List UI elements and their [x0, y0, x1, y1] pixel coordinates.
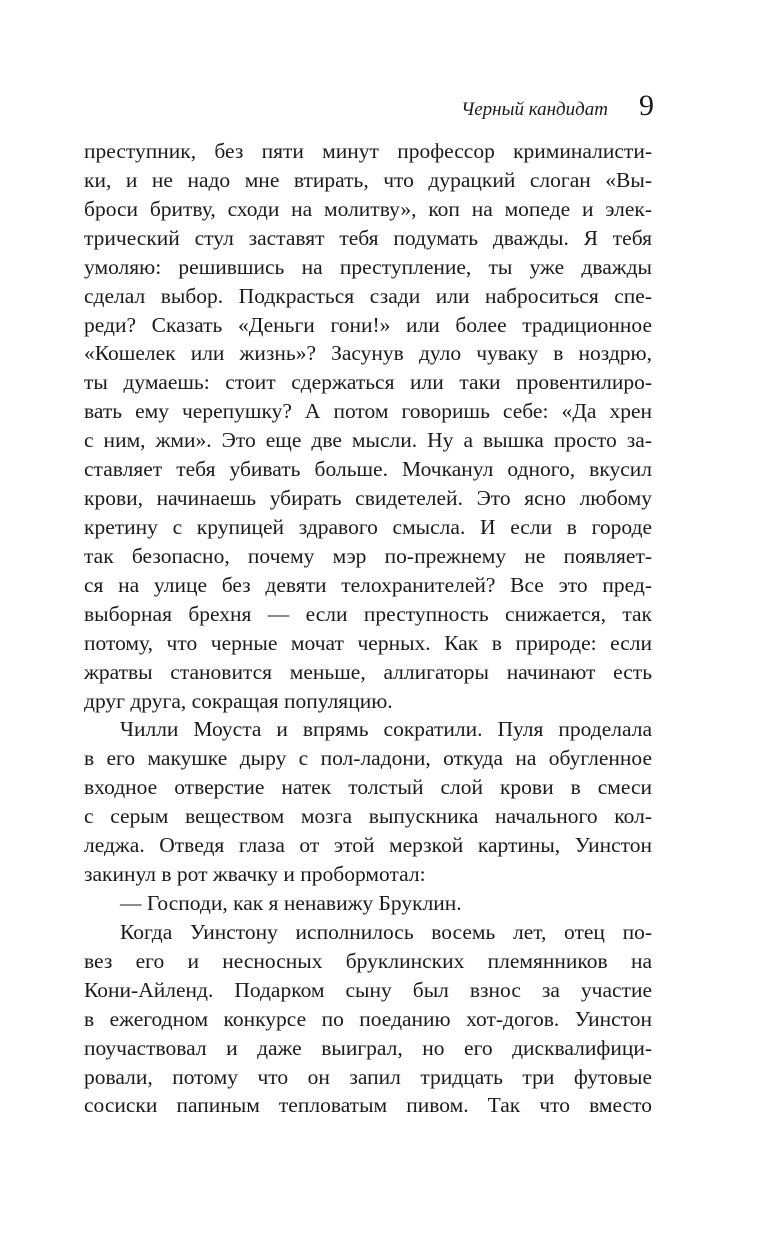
- body-text: [84, 137, 652, 1120]
- text-line: в его макушке дыру с пол-ладони, откуда на обугленное: [84, 746, 652, 771]
- text-line: Чилли Моуста и впрямь сократили. Пуля проделала: [120, 717, 652, 742]
- text-line: жратвы становится меньше, аллигаторы начинают есть: [84, 659, 652, 684]
- text-line: выборная брехня — если преступность снижается, так: [84, 601, 652, 626]
- text-line: друг друга, сокращая популяцию.: [84, 688, 393, 713]
- text-line: трический стул заставят тебя подумать дважды. Я тебя: [84, 225, 652, 250]
- text-line: преступник, без пяти минут профессор криминалисти-: [84, 139, 652, 163]
- text-line: сделал выбор. Подкрасться сзади или наброситься спе-: [84, 283, 652, 308]
- text-line: крови, начинаешь убирать свидетелей. Это ясно любому: [84, 486, 652, 511]
- text-line: сосиски папиным тепловатым пивом. Так что вместо: [84, 1093, 652, 1118]
- text-line: леджа. Отведя глаза от этой мерзкой картины, Уинстон: [84, 833, 652, 858]
- text-line: броси бритву, сходи на молитву», коп на мопеде и элек-: [84, 196, 652, 221]
- text-line: так безопасно, почему мэр по-прежнему не появляет-: [84, 543, 652, 568]
- text-line: Когда Уинстону исполнилось восемь лет, отец по-: [120, 919, 652, 944]
- text-line: ровали, потому что он запил тридцать три футовые: [84, 1064, 652, 1089]
- text-line: в ежегодном конкурсе по поеданию хот-догов. Уинстон: [84, 1006, 652, 1031]
- text-line: Кони-Айленд. Подарком сыну был взнос за участие: [84, 977, 652, 1002]
- text-line: ся на улице без девяти телохранителей? Все это пред-: [84, 572, 652, 597]
- text-line: входное отверстие натек толстый слой крови в смеси: [84, 775, 652, 800]
- text-line: ставляет тебя убивать больше. Мочканул одного, вкусил: [84, 457, 652, 482]
- text-line: «Кошелек или жизнь»? Засунув дуло чуваку в ноздрю,: [84, 341, 652, 366]
- text-line: вать ему черепушку? А потом говоришь себе: «Да хрен: [84, 399, 652, 424]
- text-line: — Господи, как я ненавижу Бруклин.: [120, 890, 462, 915]
- text-line: поучаствовал и даже выиграл, но его дисквалифици-: [84, 1035, 652, 1060]
- text-line: ты думаешь: стоит сдержаться или таки провентилиро-: [84, 370, 652, 395]
- text-line: с ним, жми». Это еще две мысли. Ну а вышка просто за-: [84, 428, 652, 453]
- text-line: закинул в рот жвачку и пробормотал:: [84, 862, 426, 887]
- page-header: [84, 88, 654, 124]
- text-line: ки, и не надо мне втирать, что дурацкий слоган «Вы-: [84, 167, 652, 192]
- text-line: реди? Сказать «Деньги гони!» или более традиционное: [84, 312, 652, 337]
- text-line: кретину с крупицей здравого смысла. И если в городе: [84, 514, 652, 539]
- running-title: Черный кандидат: [461, 99, 608, 120]
- page-number: 9: [639, 89, 654, 122]
- text-line: умоляю: решившись на преступление, ты уже дважды: [84, 254, 652, 279]
- text-line: потому, что черные мочат черных. Как в природе: если: [84, 630, 652, 655]
- text-line: вез его и несносных бруклинских племянников на: [84, 948, 652, 973]
- text-line: с серым веществом мозга выпускника начального кол-: [84, 804, 652, 829]
